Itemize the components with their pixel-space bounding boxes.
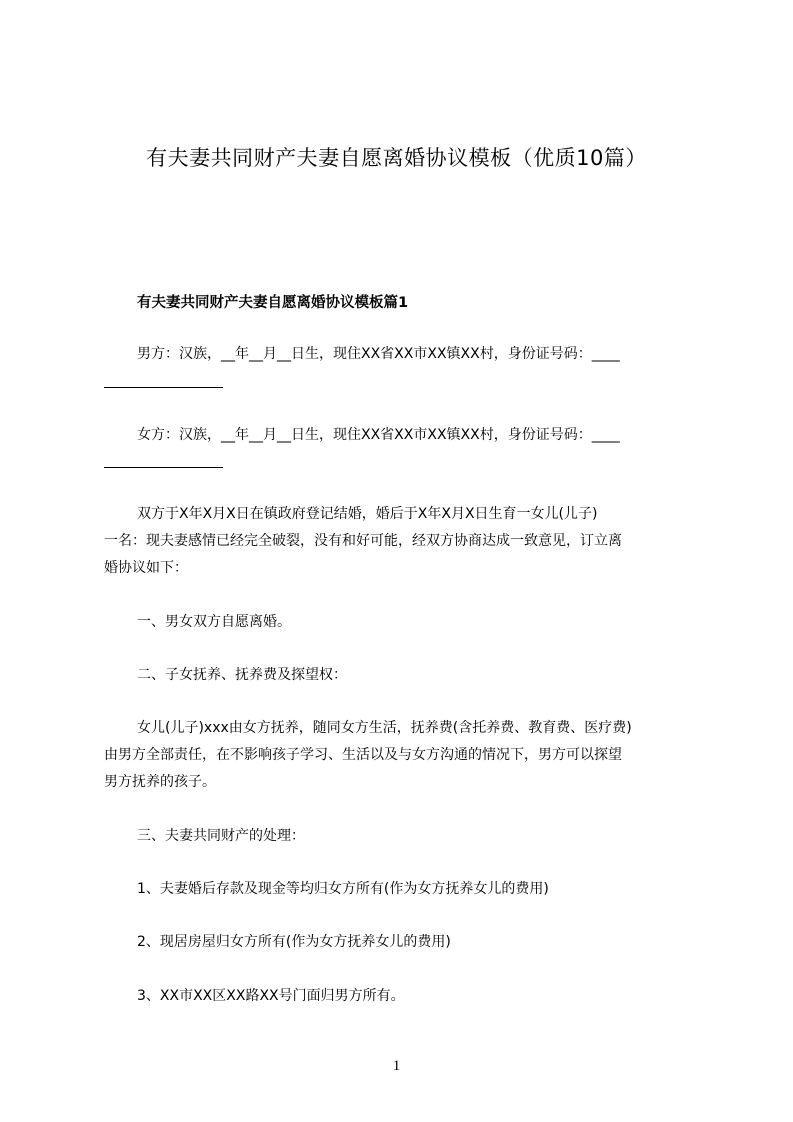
clause-3: 三、夫妻共同财产的处理： <box>137 828 305 844</box>
custody-line-1: 女儿(儿子)xxx由女方抚养，随同女方生活，抚养费(含托养费、教育费、医疗费) <box>137 720 632 736</box>
property-item-1: 1、夫妻婚后存款及现金等均归女方所有(作为女方抚养女儿的费用) <box>137 881 549 897</box>
intro-line-1: 双方于X年X月X日在镇政府登记结婚，婚后于X年X月X日生育一女儿(儿子) <box>137 506 598 522</box>
section-heading: 有夫妻共同财产夫妻自愿离婚协议模板篇1 <box>137 295 409 311</box>
page-number: 1 <box>392 1058 401 1074</box>
property-item-2: 2、现居房屋归女方所有(作为女方抚养女儿的费用) <box>137 934 451 950</box>
intro-line-2: 一名：现夫妻感情已经完全破裂，没有和好可能，经双方协商达成一致意见，订立离 <box>104 533 622 549</box>
female-id-blank-underline <box>104 467 223 468</box>
document-title: 有夫妻共同财产夫妻自愿离婚协议模板（优质10篇） <box>146 146 647 170</box>
property-item-3: 3、XX市XX区XX路XX号门面归男方所有。 <box>137 988 405 1004</box>
custody-line-3: 男方抚养的孩子。 <box>104 774 216 790</box>
custody-line-2: 由男方全部责任，在不影响孩子学习、生活以及与女方沟通的情况下，男方可以探望 <box>104 747 622 763</box>
male-id-blank-underline <box>104 387 223 388</box>
clause-2: 二、子女抚养、抚养费及探望权： <box>137 667 347 683</box>
male-party-line: 男方：汉族，__年__月__日生，现住XX省XX市XX镇XX村，身份证号码：____ <box>137 346 620 362</box>
intro-line-3: 婚协议如下： <box>104 560 188 576</box>
clause-1: 一、男女双方自愿离婚。 <box>137 614 291 630</box>
female-party-line: 女方：汉族，__年__月__日生，现住XX省XX市XX镇XX村，身份证号码：____ <box>137 427 620 443</box>
